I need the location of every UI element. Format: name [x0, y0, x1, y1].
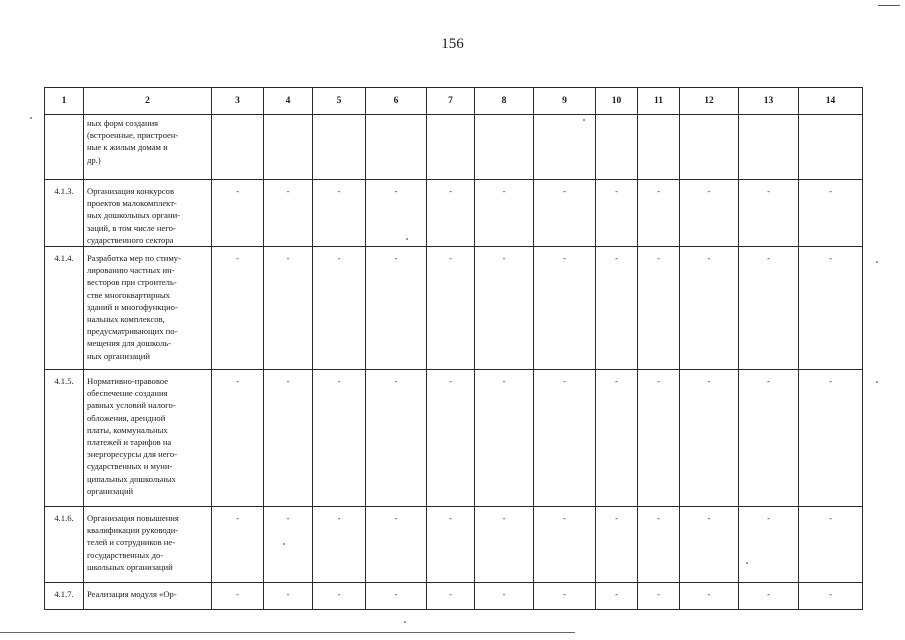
value-cell-col-5: - — [313, 180, 366, 247]
description-line: платы, коммунальных — [87, 424, 168, 435]
description-line: ципальных дошкольных — [87, 473, 176, 484]
table-row — [45, 115, 863, 180]
page-number: 156 — [441, 36, 464, 52]
description-line: ных организаций — [87, 350, 150, 361]
value-cell-col-13: - — [739, 583, 799, 610]
value-cell-col-7: - — [427, 247, 475, 370]
value-cell-col-10: - — [596, 583, 638, 610]
value-cell-col-5: - — [313, 583, 366, 610]
description-line: сударственного сектора — [87, 234, 174, 245]
header-cell-col-8: 8 — [475, 88, 534, 115]
header-cell-col-9: 9 — [534, 88, 596, 115]
description-line: квалификации руководи- — [87, 525, 179, 536]
value-cell-col-4: - — [264, 583, 313, 610]
description-line: школьных организаций — [87, 561, 173, 572]
description-line: Реализация модуля «Ор- — [87, 589, 177, 600]
description-line: равных условий налого- — [87, 400, 176, 411]
value-cell-col-11: - — [638, 583, 680, 610]
header-cell-col-14: 14 — [799, 88, 863, 115]
description-line: стве многоквартирных — [87, 289, 170, 300]
description-line: Разработка мер по стиму- — [87, 253, 181, 264]
header-cell-col-7: 7 — [427, 88, 475, 115]
value-cell-col-9: - — [534, 247, 596, 370]
description-line: платежей и тарифов на — [87, 437, 172, 448]
value-cell-col-6: - — [366, 370, 427, 507]
value-cell-col-3: - — [212, 370, 264, 507]
value-cell-col-3 — [212, 115, 264, 180]
description-line: Организация конкурсов — [87, 186, 174, 196]
value-cell-col-9: - — [534, 180, 596, 247]
row-description — [84, 507, 212, 583]
value-cell-col-8 — [475, 115, 534, 180]
value-cell-col-12: - — [680, 247, 739, 370]
description-line: лированию частных ин- — [87, 265, 175, 276]
value-cell-col-11: - — [638, 370, 680, 507]
value-cell-col-6: - — [366, 247, 427, 370]
data-table — [44, 87, 863, 610]
value-cell-col-6: - — [366, 583, 427, 610]
table-row — [45, 180, 863, 247]
value-cell-col-4: - — [264, 180, 313, 247]
value-cell-col-4 — [264, 115, 313, 180]
header-row — [45, 88, 863, 115]
value-cell-col-12: - — [680, 583, 739, 610]
value-cell-col-8: - — [475, 583, 534, 610]
value-cell-col-14 — [799, 115, 863, 180]
value-cell-col-12: - — [680, 180, 739, 247]
value-cell-col-10 — [596, 115, 638, 180]
value-cell-col-7: - — [427, 180, 475, 247]
header-cell-col-11: 11 — [638, 88, 680, 115]
description-line: организаций — [87, 485, 134, 496]
description-line: энергоресурсы для него- — [87, 449, 178, 460]
value-cell-col-11: - — [638, 247, 680, 370]
value-cell-col-5: - — [313, 370, 366, 507]
description-line: обложения, арендной — [87, 412, 166, 423]
header-cell-col-13: 13 — [739, 88, 799, 115]
description-line: обеспечение создания — [87, 388, 168, 399]
value-cell-col-10: - — [596, 507, 638, 583]
row-code: 4.1.3. — [45, 180, 84, 247]
scan-speck — [283, 543, 285, 545]
scan-speck — [30, 117, 32, 119]
value-cell-col-5: - — [313, 247, 366, 370]
value-cell-col-5 — [313, 115, 366, 180]
value-cell-col-11: - — [638, 180, 680, 247]
description-line: заций, в том числе него- — [87, 222, 176, 233]
value-cell-col-8: - — [475, 370, 534, 507]
row-code: 4.1.4. — [45, 247, 84, 370]
row-description — [84, 583, 212, 610]
description-line: мещения для дошколь- — [87, 338, 172, 349]
description-line: др.) — [87, 154, 101, 165]
value-cell-col-14: - — [799, 583, 863, 610]
value-cell-col-7: - — [427, 370, 475, 507]
value-cell-col-13: - — [739, 370, 799, 507]
header-cell-col-4: 4 — [264, 88, 313, 115]
description-line: предусматривающих по- — [87, 326, 178, 337]
description-line: нальных комплексов, — [87, 314, 165, 325]
value-cell-col-4: - — [264, 370, 313, 507]
scan-speck — [404, 621, 406, 623]
scan-speck — [876, 261, 878, 263]
top-corner-mark — [878, 5, 900, 6]
value-cell-col-10: - — [596, 180, 638, 247]
scan-speck — [583, 119, 585, 121]
table-row — [45, 507, 863, 583]
description-line: проектов малокомплект- — [87, 198, 177, 209]
scan-speck — [746, 562, 748, 564]
bottom-rule — [0, 632, 575, 633]
value-cell-col-14: - — [799, 507, 863, 583]
value-cell-col-6: - — [366, 507, 427, 583]
value-cell-col-13: - — [739, 180, 799, 247]
row-code: 4.1.7. — [45, 583, 84, 610]
table-row — [45, 247, 863, 370]
description-line: зданий и многофункцио- — [87, 301, 178, 312]
table-row — [45, 583, 863, 610]
value-cell-col-10: - — [596, 247, 638, 370]
row-description — [84, 180, 212, 247]
value-cell-col-9: - — [534, 507, 596, 583]
value-cell-col-9 — [534, 115, 596, 180]
header-cell-col-12: 12 — [680, 88, 739, 115]
value-cell-col-7: - — [427, 507, 475, 583]
description-line: сударственных и муни- — [87, 461, 173, 472]
value-cell-col-3: - — [212, 583, 264, 610]
value-cell-col-13: - — [739, 507, 799, 583]
description-line: ные к жилым домам и — [87, 142, 168, 153]
scan-speck — [406, 238, 408, 240]
value-cell-col-12: - — [680, 370, 739, 507]
row-description — [84, 247, 212, 370]
value-cell-col-11: - — [638, 507, 680, 583]
header-cell-col-6: 6 — [366, 88, 427, 115]
scan-speck — [876, 381, 878, 383]
description-line: государственных до- — [87, 549, 164, 560]
value-cell-col-3: - — [212, 180, 264, 247]
value-cell-col-12: - — [680, 507, 739, 583]
value-cell-col-14: - — [799, 370, 863, 507]
value-cell-col-8: - — [475, 507, 534, 583]
value-cell-col-12 — [680, 115, 739, 180]
value-cell-col-8: - — [475, 180, 534, 247]
value-cell-col-6: - — [366, 180, 427, 247]
description-line: телей и сотрудников не- — [87, 537, 176, 548]
value-cell-col-8: - — [475, 247, 534, 370]
value-cell-col-5: - — [313, 507, 366, 583]
value-cell-col-7 — [427, 115, 475, 180]
value-cell-col-4: - — [264, 247, 313, 370]
value-cell-col-6 — [366, 115, 427, 180]
row-description — [84, 370, 212, 507]
description-line: Организация повышения — [87, 513, 179, 524]
value-cell-col-13 — [739, 115, 799, 180]
row-code: 4.1.6. — [45, 507, 84, 583]
value-cell-col-3: - — [212, 507, 264, 583]
value-cell-col-13: - — [739, 247, 799, 370]
value-cell-col-7: - — [427, 583, 475, 610]
value-cell-col-9: - — [534, 370, 596, 507]
value-cell-col-14: - — [799, 180, 863, 247]
header-cell-col-3: 3 — [212, 88, 264, 115]
value-cell-col-14: - — [799, 247, 863, 370]
description-line: ных дошкольных органи- — [87, 210, 181, 221]
value-cell-col-11 — [638, 115, 680, 180]
header-cell-col-5: 5 — [313, 88, 366, 115]
description-line: весторов при строитель- — [87, 277, 177, 288]
description-line: Нормативно-правовое — [87, 376, 169, 387]
description-line: ных форм создания — [87, 118, 159, 128]
row-description — [84, 115, 212, 180]
table-row — [45, 370, 863, 507]
row-code: 4.1.5. — [45, 370, 84, 507]
header-cell-col-1: 1 — [45, 88, 84, 115]
value-cell-col-9: - — [534, 583, 596, 610]
description-line: (встроенные, пристроен- — [87, 130, 179, 141]
header-cell-col-2: 2 — [84, 88, 212, 115]
value-cell-col-10: - — [596, 370, 638, 507]
header-cell-col-10: 10 — [596, 88, 638, 115]
value-cell-col-3: - — [212, 247, 264, 370]
value-cell-col-4: - — [264, 507, 313, 583]
row-code — [45, 115, 84, 180]
